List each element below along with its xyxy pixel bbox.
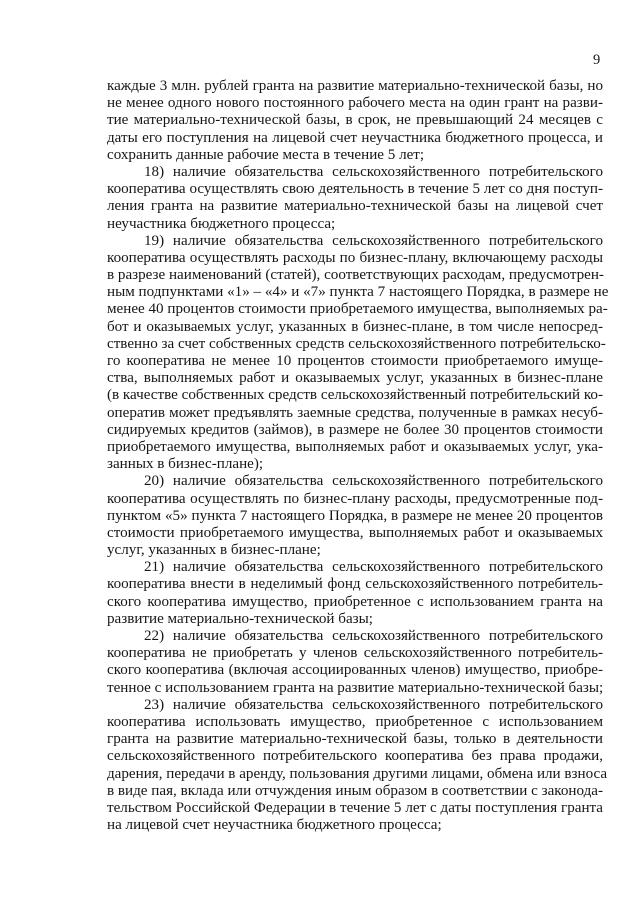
text-line: оператив может предъявлять заемные средства, полученные в рамках несуб- (107, 404, 603, 421)
text-line: кооператива осуществлять расходы по бизнес-плану, включающему расходы (107, 249, 603, 266)
text-line: в виде пая, вклада или отчуждения иным образом в соответствии с законода- (107, 782, 603, 799)
text-line: сельскохозяйственного потребительского кооператива без права продажи, (107, 748, 603, 765)
text-line: кооператива внести в неделимый фонд сельскохозяйственного потребитель- (107, 576, 603, 593)
text-line: 20) наличие обязательства сельскохозяйственного потребительского (144, 473, 603, 490)
text-line: 23) наличие обязательства сельскохозяйственного потребительского (144, 696, 603, 713)
text-line: пунктом «5» пункта 7 настоящего Порядка, в размере не менее 20 процентов (107, 507, 603, 524)
text-line: на лицевой счет неучастника бюджетного процесса; (107, 817, 442, 834)
text-line: каждые 3 млн. рублей гранта на развитие материально-технической базы, но (107, 78, 603, 94)
text-line: 18) наличие обязательства сельскохозяйственного потребительского (144, 163, 603, 180)
text-line: дарения, передачи в аренду, пользования другими лицами, обмена или взноса (107, 765, 608, 782)
page-number: 9 (593, 52, 601, 68)
text-line: 19) наличие обязательства сельскохозяйственного потребительского (144, 232, 603, 249)
text-line: в разрезе наименований (статей), соответствующих расходам, предусмотрен- (107, 267, 604, 284)
text-line: развитие материально-технической базы; (107, 610, 373, 627)
text-line: 22) наличие обязательства сельскохозяйственного потребительского (144, 628, 603, 644)
text-line: кооператива осуществлять свою деятельность в течение 5 лет со дня поступ- (107, 181, 603, 198)
text-line: 21) наличие обязательства сельскохозяйственного потребительского (144, 559, 603, 576)
text-line: (в качестве собственных средств сельскохозяйственный потребительский ко- (107, 387, 603, 404)
text-line: ления гранта на развитие материально-технической базы на лицевой счет (107, 198, 603, 215)
text-line: даты его поступления на лицевой счет неучастника бюджетного процесса, и (107, 129, 603, 146)
text-line: бот и оказываемых услуг, указанных в бизнес-плане, в том числе непосред- (107, 318, 603, 335)
text-line: кооператива не приобретать у членов сельскохозяйственного потребитель- (107, 645, 603, 662)
text-line: ства, выполняемых работ и оказываемых услуг, указанных в бизнес-плане (107, 370, 603, 387)
text-line: кооператива использовать имущество, приобретенное с использованием (107, 713, 603, 730)
text-line: услуг, указанных в бизнес-плане; (107, 542, 321, 559)
text-line: го кооператива не менее 10 процентов стоимости приобретаемого имуще- (107, 353, 603, 369)
text-line: тие материально-технической базы, в срок, не превышающий 24 месяцев с (107, 112, 603, 129)
text-line: сидируемых кредитов (займов), в размере не более 30 процентов стоимости (107, 421, 603, 438)
text-line: стоимости приобретаемого имущества, выполняемых работ и оказываемых (107, 524, 603, 541)
text-line: ского кооператива имущество, приобретенное с использованием гранта на (107, 593, 603, 610)
text-line: занных в бизнес-плане); (107, 456, 264, 473)
text-line: кооператива осуществлять по бизнес-плану расходы, предусмотренные под- (107, 490, 603, 507)
text-line: ным подпунктами «1» – «4» и «7» пункта 7 настоящего Порядка, в размере не (107, 284, 609, 301)
text-line: тельством Российской Федерации в течение 5 лет с даты поступления гранта (107, 799, 603, 816)
text-line: ского кооператива (включая ассоциированных членов) имущество, приобре- (107, 662, 603, 679)
text-line: неучастника бюджетного процесса; (107, 215, 336, 232)
document-body (107, 78, 609, 834)
text-line: приобретаемого имущества, выполняемых работ и оказываемых услуг, ука- (107, 438, 603, 455)
text-line: тенное с использованием гранта на развитие материально-технической базы; (107, 679, 604, 696)
text-line: менее 40 процентов стоимости приобретаемого имущества, выполняемых ра- (107, 301, 608, 318)
text-line: ственно за счет собственных средств сельскохозяйственного потребительско- (107, 335, 606, 352)
text-line: гранта на развитие материально-технической базы, только в деятельности (107, 731, 603, 748)
text-line: сохранить данные рабочие места в течение 5 лет; (107, 146, 425, 163)
text-line: не менее одного нового постоянного рабочего места на один грант на разви- (107, 95, 603, 112)
